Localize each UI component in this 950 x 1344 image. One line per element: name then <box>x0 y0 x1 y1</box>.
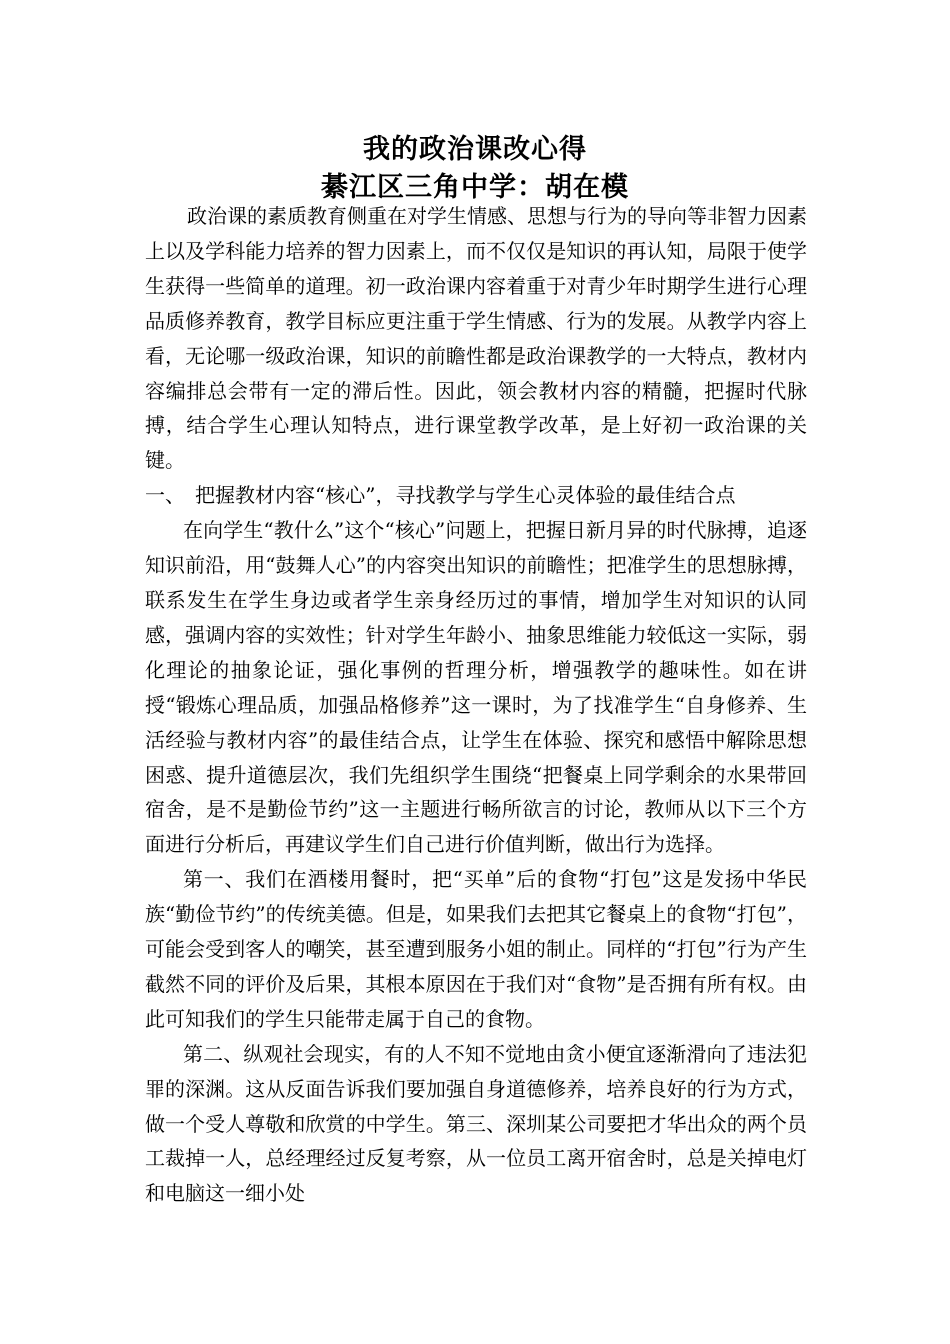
document-body <box>145 199 807 1211</box>
paragraph-section-1: 在向学生“教什么”这个“核心”问题上，把握日新月异的时代脉搏，追逐知识前沿，用“鼓舞人心”的内容突出知识的前瞻性；把准学生的思想脉搏，联系发生在学生身边或者学生亲身经历过的事情，增加学生对知识的认同感，强调内容的实效性；针对学生年龄小、抽象思维能力较低这一实际，弱化理论的抽象论证，强化事例的哲理分析，增强教学的趣味性。如在讲授“锻炼心理品质，加强品格修养”这一课时，为了找准学生“自身修养、生活经验与教材内容”的最佳结合点，让学生在体验、探究和感悟中解除思想困惑、提升道德层次，我们先组织学生围绕“把餐桌上同学剩余的水果带回宿舍，是不是勤俭节约”这一主题进行畅所欲言的讨论，教师从以下三个方面进行分析后，再建议学生们自己进行价值判断，做出行为选择。 <box>145 518 807 857</box>
section-heading-1: 一、 把握教材内容“核心”，寻找教学与学生心灵体验的最佳结合点 <box>145 483 736 508</box>
document-title: 我的政治课改心得 <box>363 134 587 165</box>
author-line: 綦江区三角中学：胡在模 <box>321 172 629 203</box>
paragraph-intro: 政治课的素质教育侧重在对学生情感、思想与行为的导向等非智力因素上以及学科能力培养的智力因素上，而不仅仅是知识的再认知，局限于使学生获得一些简单的道理。初一政治课内容着重于对青少年时期学生进行心理品质修养教育，教学目标应更注重于学生情感、行为的发展。从教学内容上看，无论哪一级政治课，知识的前瞻性都是政治课教学的一大特点，教材内容编排总会带有一定的滞后性。因此，领会教材内容的精髓，把握时代脉搏，结合学生心理认知特点，进行课堂教学改革，是上好初一政治课的关键。 <box>145 204 807 473</box>
paragraph-second-point: 第二、纵观社会现实，有的人不知不觉地由贪小便宜逐渐滑向了违法犯罪的深渊。这从反面告诉我们要加强自身道德修养，培养良好的行为方式，做一个受人尊敬和欣赏的中学生。第三、深圳某公司要把才华出众的两个员工裁掉一人，总经理经过反复考察，从一位员工离开宿舍时，总是关掉电灯和电脑这一细小处 <box>145 1041 807 1206</box>
paragraph-first-point: 第一、我们在酒楼用餐时，把“买单”后的食物“打包”这是发扬中华民族“勤俭节约”的传统美德。但是，如果我们去把其它餐桌上的食物“打包”，可能会受到客人的嘲笑，甚至遭到服务小姐的制止。同样的“打包”行为产生截然不同的评价及后果，其根本原因在于我们对“食物”是否拥有所有权。由此可知我们的学生只能带走属于自己的食物。 <box>145 867 807 1031</box>
